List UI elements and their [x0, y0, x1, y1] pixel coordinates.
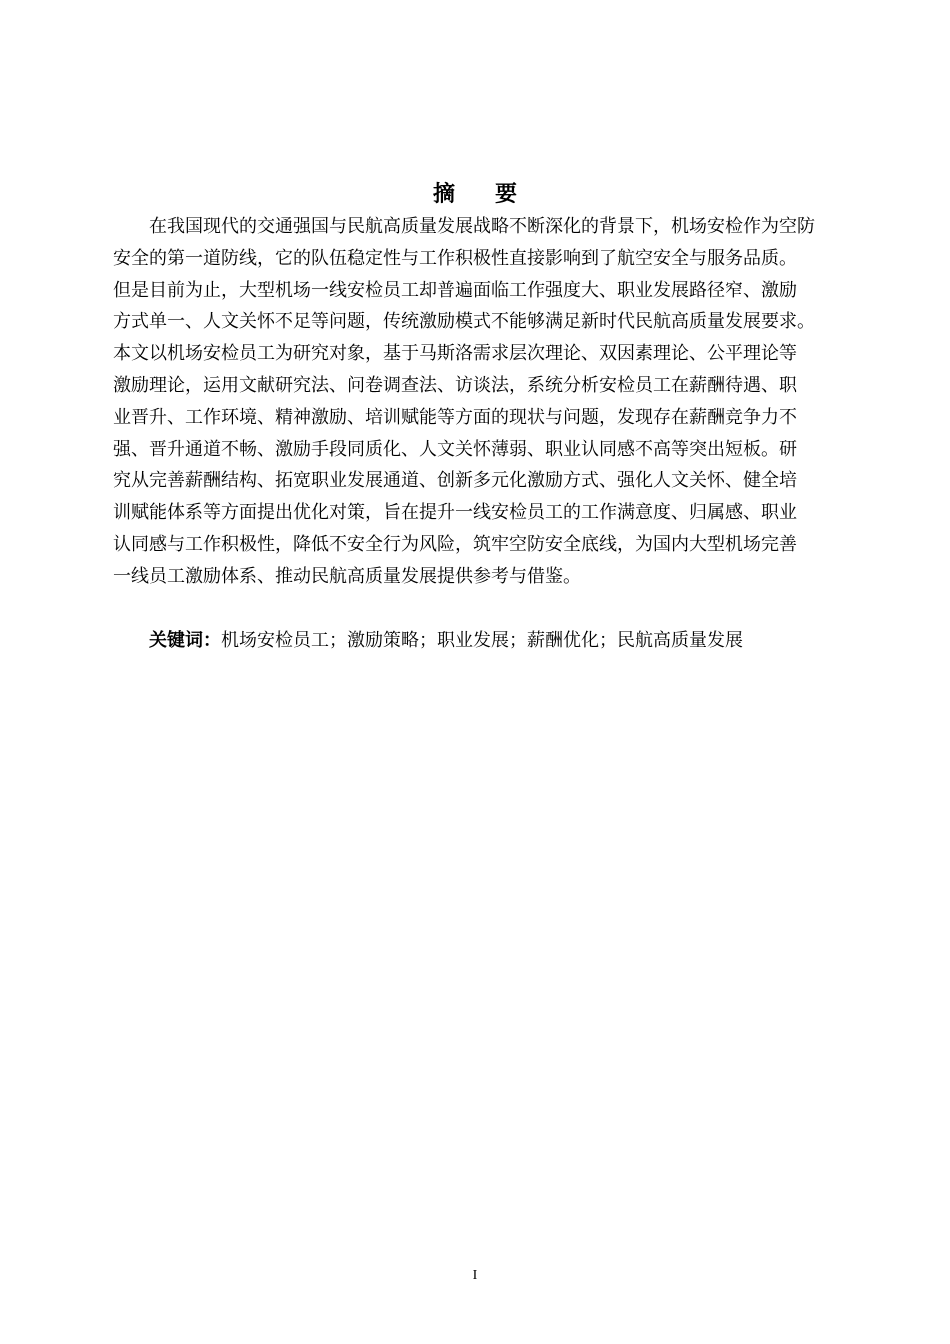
- abstract-line: 但是目前为止，大型机场一线安检员工却普遍面临工作强度大、职业发展路径窄、激励: [113, 279, 797, 301]
- abstract-line: 方式单一、人文关怀不足等问题，传统激励模式不能够满足新时代民航高质量发展要求。: [113, 311, 815, 333]
- abstract-line: 激励理论，运用文献研究法、问卷调查法、访谈法，系统分析安检员工在薪酬待遇、职: [113, 374, 797, 396]
- page-number: I: [472, 1268, 478, 1283]
- abstract-line: 训赋能体系等方面提出优化对策，旨在提升一线安检员工的工作满意度、归属感、职业: [113, 502, 797, 524]
- abstract-line: 认同感与工作积极性，降低不安全行为风险，筑牢空防安全底线，为国内大型机场完善: [113, 533, 797, 555]
- abstract-line: 在我国现代的交通强国与民航高质量发展战略不断深化的背景下，机场安检作为空防: [149, 216, 815, 237]
- abstract-line: 业晋升、工作环境、精神激励、培训赋能等方面的现状与问题，发现存在薪酬竞争力不: [113, 406, 797, 428]
- abstract-title-char-2: 要: [495, 182, 518, 207]
- keywords-text: 机场安检员工；激励策略；职业发展；薪酬优化；民航高质量发展: [221, 630, 743, 651]
- keywords-paragraph: [149, 626, 743, 656]
- abstract-line: 强、晋升通道不畅、激励手段同质化、人文关怀薄弱、职业认同感不高等突出短板。研: [113, 438, 797, 460]
- abstract-line: 安全的第一道防线，它的队伍稳定性与工作积极性直接影响到了航空安全与服务品质。: [113, 247, 797, 269]
- keywords-label: 关键词：: [149, 630, 221, 651]
- abstract-line: 一线员工激励体系、推动民航高质量发展提供参考与借鉴。: [113, 565, 581, 587]
- abstract-body: [113, 211, 873, 593]
- abstract-line: 本文以机场安检员工为研究对象，基于马斯洛需求层次理论、双因素理论、公平理论等: [113, 343, 797, 365]
- abstract-title: [0, 178, 950, 212]
- abstract-line: 究从完善薪酬结构、拓宽职业发展通道、创新多元化激励方式、强化人文关怀、健全培: [113, 470, 797, 492]
- abstract-title-char-1: 摘: [432, 182, 455, 207]
